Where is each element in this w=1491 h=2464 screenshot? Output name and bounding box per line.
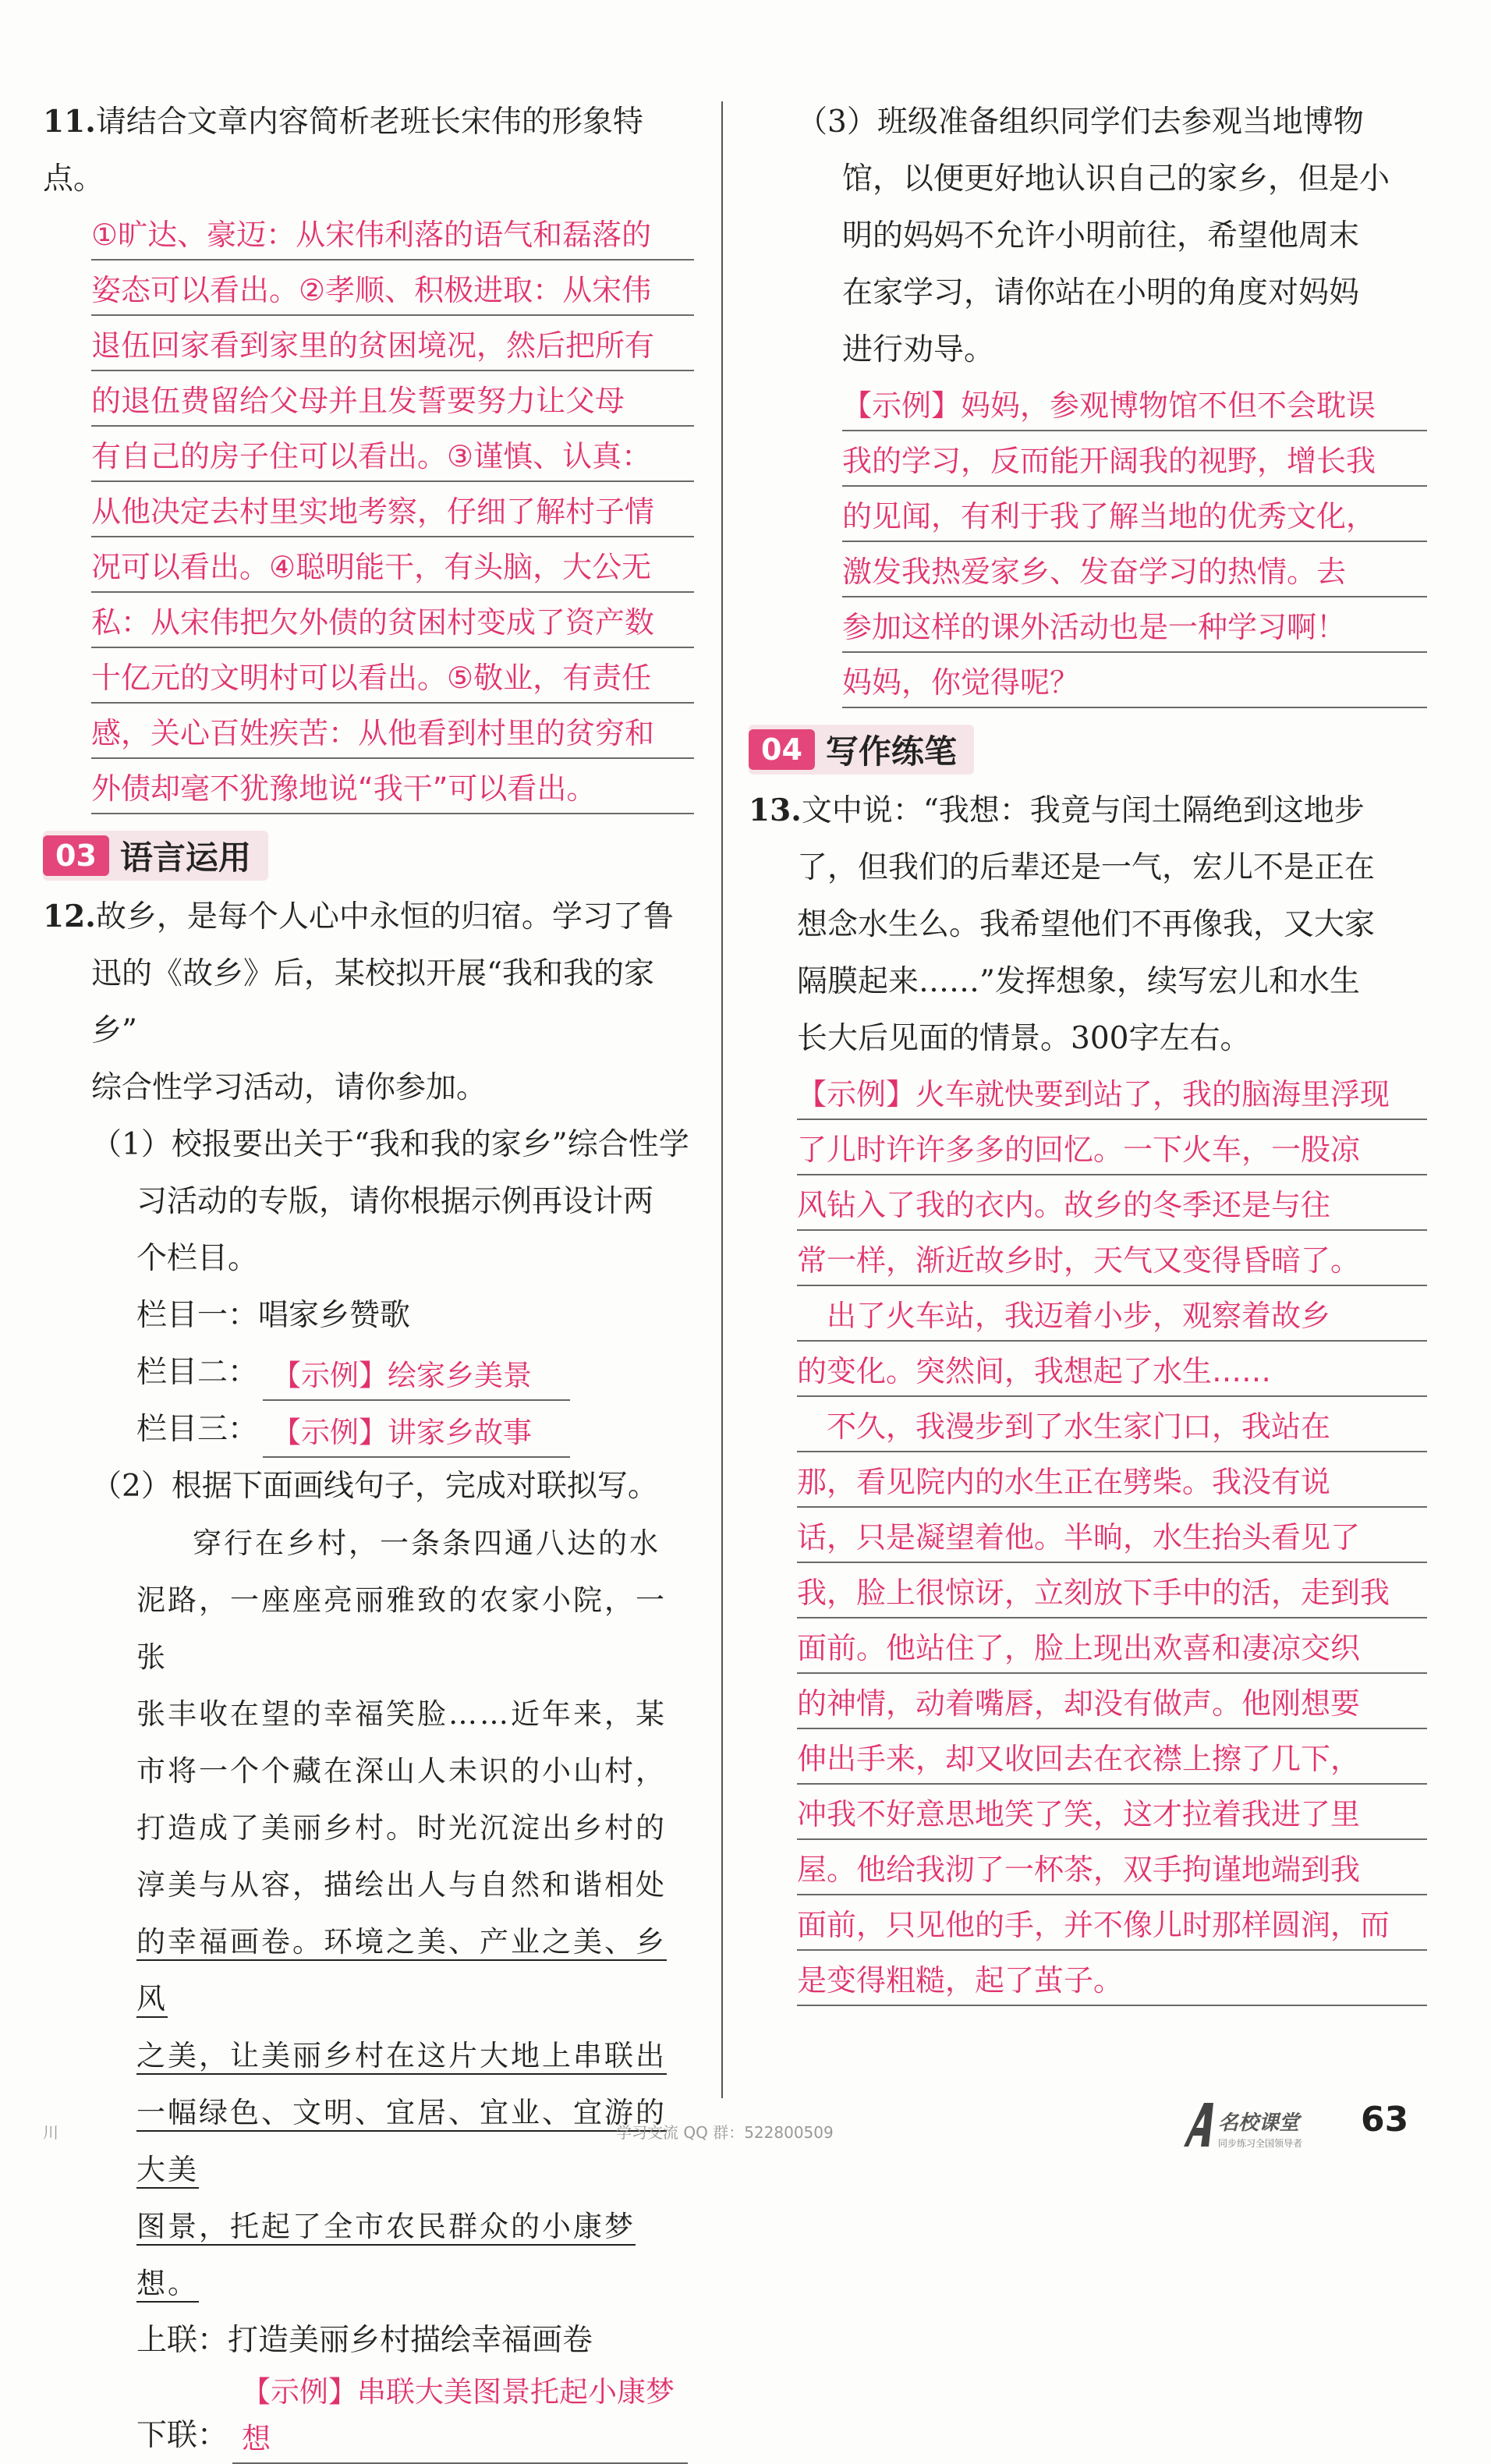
passage-line: 打造成了美丽乡村。时光沉淀出乡村的	[136, 1811, 667, 1845]
column-three: 栏目三： 【示例】讲家乡故事	[136, 1401, 694, 1458]
passage-line: 市将一个个藏在深山人未识的小山村，	[136, 1754, 667, 1788]
logo-icon	[1178, 2098, 1349, 2153]
answer-line: 有自己的房子住可以看出。③谨慎、认真：	[91, 429, 694, 484]
question-line-text: 故乡，是每个人心中永恒的归宿。学习了鲁	[95, 899, 674, 934]
section-title: 写作练笔	[825, 732, 957, 771]
answer-line: 风钻入了我的衣内。故乡的冬季还是与往	[797, 1178, 1427, 1233]
answer-line: 了儿时许许多多的回忆。一下火车，一股凉	[797, 1122, 1427, 1178]
prompt-line: （3）班级准备组织同学们去参观当地博物	[797, 105, 1364, 140]
underlined-sentence: 的幸福画卷。环境之美、产业之美、乡风	[136, 1925, 667, 2016]
region-mark: 川	[43, 2123, 58, 2142]
prompt-line: 进行劝导。	[842, 332, 995, 367]
answer-line: 我的学习，反而能开阔我的视野，增长我	[842, 434, 1427, 489]
prompt-line: 在家学习，请你站在小明的角度对妈妈	[842, 275, 1360, 310]
answer-line: 的见闻，有利于我了解当地的优秀文化，	[842, 489, 1427, 544]
answer-line: 屋。他给我沏了一杯茶，双手拘谨地端到我	[797, 1842, 1427, 1898]
passage-line: 淳美与从容，描绘出人与自然和谐相处	[136, 1868, 667, 1902]
answer-line: 面前，只见他的手，并不像儿时那样圆润，而	[797, 1898, 1427, 1953]
answer-line: 从他决定去村里实地考察，仔细了解村子情	[91, 484, 694, 540]
answer-line: ①旷达、豪迈：从宋伟利落的语气和磊落的	[91, 207, 694, 263]
answer-line: 冲我不好意思地笑了笑，这才拉着我进了里	[797, 1787, 1427, 1842]
lower-couplet: 下联： 【示例】串联大美图景托起小康梦想	[136, 2369, 694, 2464]
answer-line: 外债却毫不犹豫地说“我干”可以看出。	[91, 761, 694, 817]
column-divider	[721, 101, 723, 2098]
answer-line: 【示例】妈妈，参观博物馆不但不会耽误	[842, 378, 1427, 434]
underlined-sentence: 之美，让美丽乡村在这片大地上串联出	[136, 2039, 667, 2072]
prompt-line: 习活动的专版，请你根据示例再设计两	[136, 1184, 654, 1219]
section-header-04	[749, 725, 974, 775]
prompt-line: 馆，以便更好地认识自己的家乡，但是小	[842, 161, 1390, 197]
part-2-prompt: （2）根据下面画线句子，完成对联拟写。	[91, 1469, 658, 1504]
answer-line: 私：从宋伟把欠外债的贫困村变成了资产数	[91, 595, 694, 651]
answer-line: 激发我热爱家乡、发奋学习的热情。去	[842, 544, 1427, 600]
question-line: 迅的《故乡》后，某校拟开展“我和我的家乡”	[91, 956, 654, 1048]
question-text	[749, 782, 1427, 1067]
answer-line: 伸出手来，却又收回去在衣襟上擦了几下，	[797, 1732, 1427, 1787]
question-11	[43, 94, 694, 817]
answer-line: 感，关心百姓疾苦：从他看到村里的贫穷和	[91, 706, 694, 761]
question-line: 了，但我们的后辈还是一气，宏儿不是正在	[797, 850, 1376, 885]
answer-block	[43, 207, 694, 817]
answer-line: 的变化。突然间，我想起了水生……	[797, 1344, 1427, 1399]
answer-field: 【示例】串联大美图景托起小康梦想	[232, 2369, 688, 2464]
answer-line: 十亿元的文明村可以看出。⑤敬业，有责任	[91, 651, 694, 706]
left-column	[43, 94, 694, 2464]
answer-line: 话，只是凝望着他。半晌，水生抬头看见了	[797, 1510, 1427, 1565]
answer-field: 【示例】讲家乡故事	[263, 1409, 570, 1458]
answer-line: 是变得粗糙，起了茧子。	[797, 1953, 1427, 2008]
svg-text:名校课堂: 名校课堂	[1218, 2111, 1300, 2135]
section-badge: 04	[749, 729, 815, 770]
question-line: 隔膜起来……”发挥想象，续写宏儿和水生	[797, 964, 1360, 999]
prompt-line: 明的妈妈不允许小明前往，希望他周末	[842, 218, 1360, 253]
prompt-line: 个栏目。	[136, 1241, 259, 1276]
answer-line: 那，看见院内的水生正在劈柴。我没有说	[797, 1455, 1427, 1510]
answer-block	[749, 1067, 1427, 2008]
question-line: 想念水生么。我希望他们不再像我，又大家	[797, 907, 1376, 942]
question-12	[43, 888, 694, 2464]
column-two: 栏目二： 【示例】绘家乡美景	[136, 1344, 694, 1401]
question-line-text: 文中说：“我想：我竟与闰土隔绝到这地步	[801, 793, 1365, 828]
answer-line: 妈妈，你觉得呢？	[842, 655, 1427, 711]
part-1-prompt	[43, 1116, 694, 1287]
passage-line	[43, 2084, 694, 2198]
prompt-line: （1）校报要出关于“我和我的家乡”综合性学	[91, 1127, 689, 1162]
brand-logo	[1178, 2098, 1349, 2153]
question-text: 请结合文章内容简析老班长宋伟的形象特点。	[43, 105, 643, 197]
answer-block	[749, 378, 1427, 711]
answer-line: 退伍回家看到家里的贫困境况，然后把所有	[91, 318, 694, 374]
answer-line: 出了火车站，我迈着小步，观察着故乡	[797, 1289, 1427, 1344]
answer-line: 【示例】火车就快要到站了，我的脑海里浮现	[797, 1067, 1427, 1122]
underlined-sentence: 图景，托起了全市农民群众的小康梦想。	[136, 2210, 636, 2300]
page-number: 63	[1361, 2100, 1409, 2140]
passage-line: 张丰收在望的幸福笑脸……近年来，某	[136, 1697, 667, 1731]
answer-line: 常一样，渐近故乡时，天气又变得昏暗了。	[797, 1233, 1427, 1289]
passage	[43, 1515, 694, 2312]
passage-line: 穿行在乡村，一条条四通八达的水	[193, 1526, 661, 1560]
answer-line: 的神情，动着嘴唇，却没有做声。他刚想要	[797, 1676, 1427, 1732]
right-column	[749, 94, 1427, 2008]
part-3-prompt	[749, 94, 1427, 378]
passage-line	[43, 1913, 694, 2027]
question-number: 11.	[43, 104, 96, 140]
answer-line: 的退伍费留给父母并且发誓要努力让父母	[91, 374, 694, 429]
question-line: 综合性学习活动，请你参加。	[91, 1070, 487, 1105]
answer-line: 况可以看出。④聪明能干，有头脑，大公无	[91, 540, 694, 595]
answer-field: 【示例】绘家乡美景	[263, 1353, 570, 1401]
underlined-sentence: 一幅绿色、文明、宜居、宜业、宜游的大美	[136, 2096, 667, 2186]
answer-line: 面前。他站住了，脸上现出欢喜和凄凉交织	[797, 1621, 1427, 1676]
question-line	[749, 782, 1427, 839]
answer-line: 不久，我漫步到了水生家门口，我站在	[797, 1399, 1427, 1455]
question-intro	[43, 888, 694, 1116]
question-number: 13.	[749, 792, 802, 828]
section-title: 语言运用	[119, 838, 251, 877]
answer-line: 姿态可以看出。②孝顺、积极进取：从宋伟	[91, 263, 694, 318]
qq-group-text: 学习交流 QQ 群：522800509	[616, 2123, 834, 2142]
passage-line	[43, 2027, 694, 2084]
question-line: 长大后见面的情景。300字左右。	[797, 1021, 1251, 1056]
section-badge: 03	[43, 835, 109, 876]
passage-line	[43, 2198, 694, 2312]
question-13	[749, 782, 1427, 2008]
question-line	[43, 888, 694, 945]
section-header-03	[43, 831, 268, 881]
svg-text:同步练习全国领导者: 同步练习全国领导者	[1218, 2138, 1303, 2149]
column-one: 栏目一：唱家乡赞歌	[136, 1298, 411, 1333]
question-number: 12.	[43, 899, 96, 934]
answer-line: 参加这样的课外活动也是一种学习啊！	[842, 600, 1427, 655]
upper-couplet: 上联：打造美丽乡村描绘幸福画卷	[136, 2323, 593, 2358]
passage-line: 泥路，一座座亮丽雅致的农家小院，一张	[136, 1583, 667, 1674]
answer-line: 我，脸上很惊讶，立刻放下手中的活，走到我	[797, 1565, 1427, 1621]
